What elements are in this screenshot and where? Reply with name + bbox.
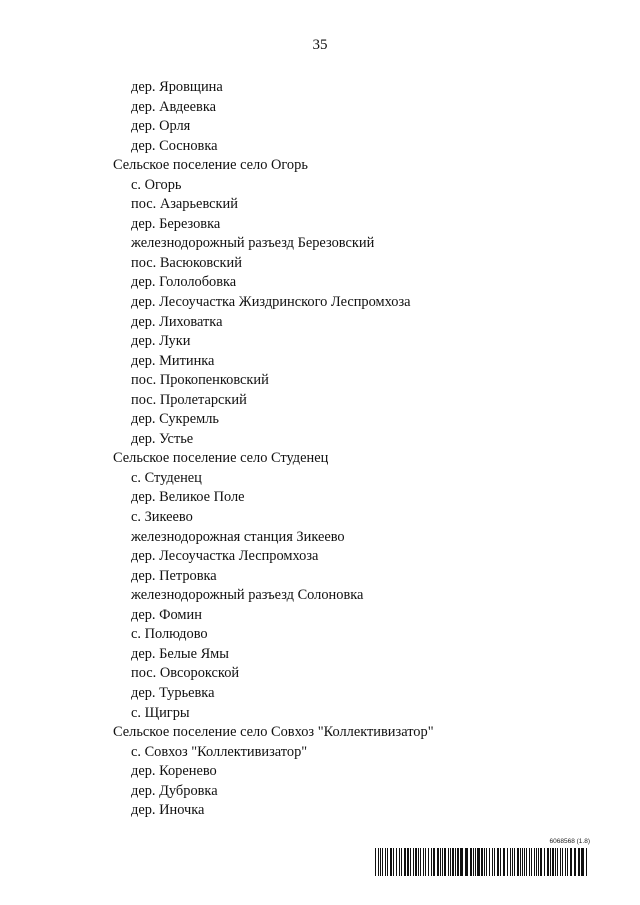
barcode-icon [374, 848, 590, 876]
locality-item: дер. Иночка [131, 802, 205, 819]
locality-item: железнодорожный разъезд Березовский [131, 235, 375, 252]
locality-item: пос. Пролетарский [131, 391, 247, 408]
settlement-header: Сельское поселение село Огорь [113, 157, 308, 174]
locality-item: дер. Турьевка [131, 684, 215, 701]
locality-item: железнодорожная станция Зикеево [131, 528, 345, 545]
locality-item: дер. Коренево [131, 763, 217, 780]
locality-item: дер. Сосновка [131, 137, 218, 154]
locality-item: дер. Орля [131, 118, 191, 135]
locality-item: дер. Великое Поле [131, 489, 245, 506]
locality-item: дер. Сукремль [131, 411, 219, 428]
locality-item: с. Студенец [131, 469, 202, 486]
settlement-header: Сельское поселение село Совхоз "Коллективизатор" [113, 724, 434, 741]
locality-item: дер. Лесоучастка Жиздринского Леспромхоза [131, 294, 411, 311]
locality-item: железнодорожный разъезд Солоновка [131, 587, 364, 604]
locality-item: дер. Гололобовка [131, 274, 237, 291]
locality-item: дер. Яровщина [131, 79, 223, 95]
locality-item: дер. Устье [131, 430, 194, 447]
locality-item: с. Зикеево [131, 509, 193, 526]
locality-item: дер. Луки [131, 333, 191, 350]
page-number: 35 [312, 37, 328, 53]
locality-item: пос. Прокопенковский [131, 372, 269, 389]
locality-item: пос. Азарьевский [131, 196, 238, 213]
locality-item: с. Полюдово [131, 626, 208, 643]
locality-item: дер. Фомин [131, 606, 202, 623]
locality-item: пос. Овсорокской [131, 665, 240, 682]
settlement-header: Сельское поселение село Студенец [113, 450, 329, 467]
locality-item: с. Щигры [131, 704, 190, 721]
document-barcode [374, 838, 590, 876]
locality-item: дер. Березовка [131, 215, 221, 232]
locality-item: дер. Митинка [131, 352, 215, 369]
settlement-list [0, 78, 640, 821]
locality-item: дер. Лесоучастка Леспромхоза [131, 548, 319, 565]
barcode-caption: 6068568 (1.8) [549, 838, 590, 845]
locality-item: дер. Лиховатка [131, 313, 223, 330]
locality-item: пос. Васюковский [131, 254, 242, 271]
locality-item: с. Огорь [131, 176, 182, 193]
locality-item: дер. Петровка [131, 567, 217, 584]
locality-item: дер. Авдеевка [131, 98, 216, 115]
locality-item: с. Совхоз "Коллективизатор" [131, 743, 308, 760]
locality-item: дер. Дубровка [131, 782, 218, 799]
locality-item: дер. Белые Ямы [131, 645, 229, 662]
